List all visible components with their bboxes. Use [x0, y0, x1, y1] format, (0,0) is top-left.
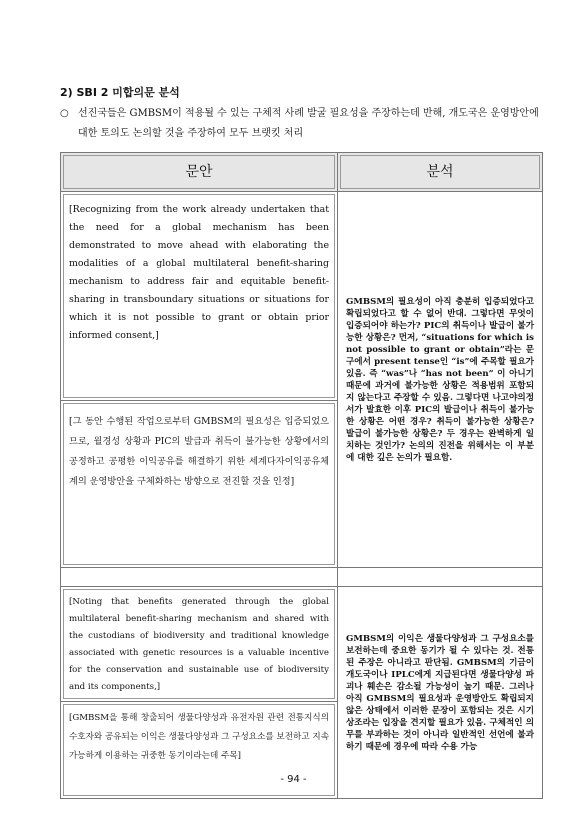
block2-ko-text: [GMBSM을 통해 창출되어 생물다양성과 유전자원 관련 전통지식의 수호자와 공유되는 이익은 생물다양성과 그 구성요소를 보전하고 지속가능하게 이용하는 귀중한 동기이라는데 주목]: [63, 704, 335, 796]
table-header-row: [61, 153, 543, 192]
block2-en-text: [Noting that benefits generated through the global multilateral benefit-sharing mechanism and shared with the custodians of biodiversity and traditional knowledge associated with genetic resources is a valuable incentive for the conservation and sustainable use of biodiversity and its components,]: [63, 589, 335, 699]
block1-en-text: [Recognizing from the work already undertaken that the need for a global mechanism has been demonstrated to move ahead with elaborating the modalities of a global multilateral benefit-sharing mechanism to address fair and equitable benefit-sharing in transboundary situations or situations for which it is not possible to grant or obtain prior informed consent,]: [63, 194, 335, 398]
block1-en-cell: [61, 192, 338, 401]
header-text-cell: [61, 153, 338, 192]
spacer-cell-left: [61, 568, 338, 587]
header-analysis: 분석: [340, 155, 540, 189]
table-spacer-row: [61, 568, 543, 587]
block1-analysis-text: GMBSM의 필요성이 아직 충분히 입증되었다고 확립되었다고 할 수 없어 반대. 그렇다면 무엇이 입증되어야 하는가? PIC의 취득이나 발급이 불가능한 상황은? 먼저, “situations for which is not possible to grant or obtain”라는 문구에서 present tense인 “is”에 주목할 필요가 있음. 즉 “was”나 “has not been” 이 아니기 때문에 과거에 불가능한 상황은 적용범위 포함되지 않는다고 주장할 수 있음. 그렇다면 나고야의정서가 발효한 이후 PIC의 발급이나 취득이 불가능한 상황은 어떤 경우? 취득이 불가능한 상황은? 발급이 불가능한 상황은? 두 경우는 완벽하게 일치하는 것인가? 논의의 진전을 위해서는 이 부분에 대한 깊은 논의가 필요함.: [346, 296, 534, 463]
block1-analysis-cell: [338, 192, 543, 568]
bullet-icon: ○: [60, 108, 69, 119]
header-analysis-cell: [338, 153, 543, 192]
spacer-cell-right: [338, 568, 543, 587]
block1-ko-cell: [61, 401, 338, 568]
intro-text: 선진국들은 GMBSM이 적용될 수 있는 구체적 사례 발굴 필요성을 주장하는데 반해, 개도국은 운영방안에 대한 토의도 논의할 것을 주장하여 모두 브랫킷 처리: [78, 108, 539, 139]
block2-en-cell: [61, 587, 338, 702]
analysis-table: [60, 152, 543, 799]
block2-analysis-text: GMBSM의 이익은 생물다양성과 그 구성요소를 보전하는데 중요한 동기가 될 수 있다는 것. 전통된 주장은 아니라고 판단됨. GMBSM의 기금이 개도국이나 IPLC에게 지급된다면 생물다양성 파괴나 훼손은 감소될 가능성이 높기 때문. 그러나 아직 GMBSM의 필요성과 운영방안도 확립되지 않은 상태에서 이러한 문장이 포함되는 것은 시기상조라는 입장을 견지할 필요가 있음. 구체적인 의무를 부과하는 것이 아니라 일반적인 선언에 불과하기 때문에 경우에 따라 수용 가능: [346, 633, 534, 752]
table-row: [61, 587, 543, 702]
table-row: [61, 192, 543, 401]
page-number: - 94 -: [280, 774, 307, 785]
block2-analysis-cell: [338, 587, 543, 799]
intro-paragraph: [60, 104, 540, 144]
header-text: 문안: [63, 155, 335, 189]
block1-ko-text: [그 동안 수행된 작업으로부터 GMBSM의 필요성은 입증되었으므로, 월경성 상황과 PIC의 발급과 취득이 불가능한 상황에서의 공정하고 공평한 이익공유를 해결하기 위한 세계다자이익공유체계의 운영방안을 구체화하는 방향으로 전진할 것을 인정]: [63, 403, 335, 565]
section-title: 2) SBI 2 미합의문 분석: [60, 86, 180, 99]
